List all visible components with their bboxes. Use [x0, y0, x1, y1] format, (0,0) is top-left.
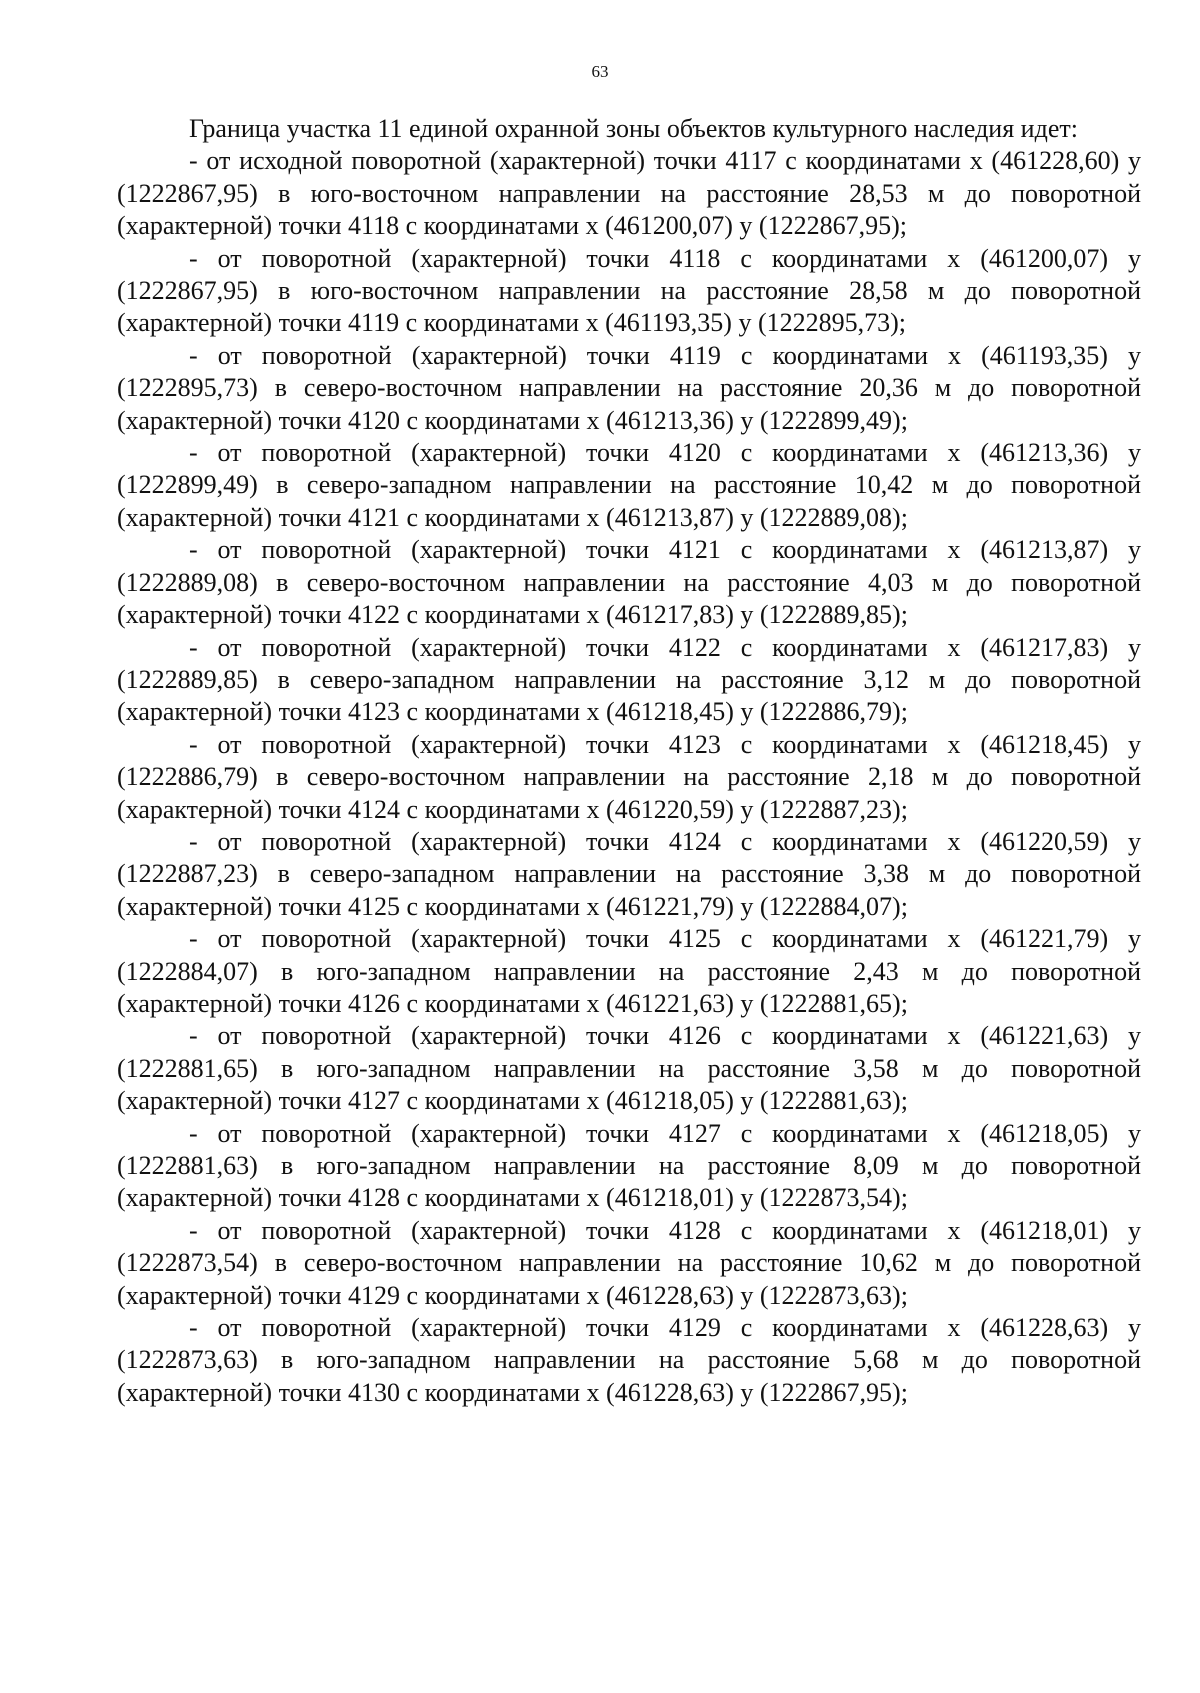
boundary-item: - от поворотной (характерной) точки 4122 с координатами х (461217,83) у (1222889,85) в северо-западном направлении на расстояние 3,12 м до поворотной (характерной) точки 4123 с координатами х (461218,45) у (1222886,79);: [117, 632, 1141, 727]
boundary-item: - от поворотной (характерной) точки 4126 с координатами х (461221,63) у (1222881,65) в юго-западном направлении на расстояние 3,58 м до поворотной (характерной) точки 4127 с координатами х (461218,05) у (1222881,63);: [117, 1021, 1141, 1116]
boundary-item: - от поворотной (характерной) точки 4118 с координатами х (461200,07) у (1222867,95) в юго-восточном направлении на расстояние 28,58 м до поворотной (характерной) точки 4119 с координатами х (461193,35) у (1222895,73);: [117, 243, 1141, 338]
boundary-item: - от поворотной (характерной) точки 4127 с координатами х (461218,05) у (1222881,63) в юго-западном направлении на расстояние 8,09 м до поворотной (характерной) точки 4128 с координатами х (461218,01) у (1222873,54);: [117, 1118, 1141, 1213]
boundary-item: - от поворотной (характерной) точки 4123 с координатами х (461218,45) у (1222886,79) в северо-восточном направлении на расстояние 2,18 м до поворотной (характерной) точки 4124 с координатами х (461220,59) у (1222887,23);: [117, 729, 1141, 824]
boundary-item: - от исходной поворотной (характерной) точки 4117 с координатами х (461228,60) у (1222867,95) в юго-восточном направлении на расстояние 28,53 м до поворотной (характерной) точки 4118 с координатами х (461200,07) у (1222867,95);: [117, 146, 1141, 241]
boundary-item: - от поворотной (характерной) точки 4129 с координатами х (461228,63) у (1222873,63) в юго-западном направлении на расстояние 5,68 м до поворотной (характерной) точки 4130 с координатами х (461228,63) у (1222867,95);: [117, 1313, 1141, 1407]
boundary-item: - от поворотной (характерной) точки 4119 с координатами х (461193,35) у (1222895,73) в северо-восточном направлении на расстояние 20,36 м до поворотной (характерной) точки 4120 с координатами х (461213,36) у (1222899,49);: [117, 340, 1141, 435]
boundary-item: - от поворотной (характерной) точки 4128 с координатами х (461218,01) у (1222873,54) в северо-восточном направлении на расстояние 10,62 м до поворотной (характерной) точки 4129 с координатами х (461228,63) у (1222873,63);: [117, 1215, 1141, 1310]
boundary-item: - от поворотной (характерной) точки 4125 с координатами х (461221,79) у (1222884,07) в юго-западном направлении на расстояние 2,43 м до поворотной (характерной) точки 4126 с координатами х (461221,63) у (1222881,65);: [117, 924, 1141, 1018]
document-body: [117, 113, 1141, 1409]
boundary-item: - от поворотной (характерной) точки 4121 с координатами х (461213,87) у (1222889,08) в северо-восточном направлении на расстояние 4,03 м до поворотной (характерной) точки 4122 с координатами х (461217,83) у (1222889,85);: [117, 535, 1141, 630]
boundary-item: - от поворотной (характерной) точки 4124 с координатами х (461220,59) у (1222887,23) в северо-западном направлении на расстояние 3,38 м до поворотной (характерной) точки 4125 с координатами х (461221,79) у (1222884,07);: [117, 826, 1141, 921]
intro-paragraph: Граница участка 11 единой охранной зоны объектов культурного наследия идет:: [189, 114, 1078, 143]
boundary-item: - от поворотной (характерной) точки 4120 с координатами х (461213,36) у (1222899,49) в северо-западном направлении на расстояние 10,42 м до поворотной (характерной) точки 4121 с координатами х (461213,87) у (1222889,08);: [117, 438, 1141, 532]
page-number: 63: [591, 62, 609, 81]
